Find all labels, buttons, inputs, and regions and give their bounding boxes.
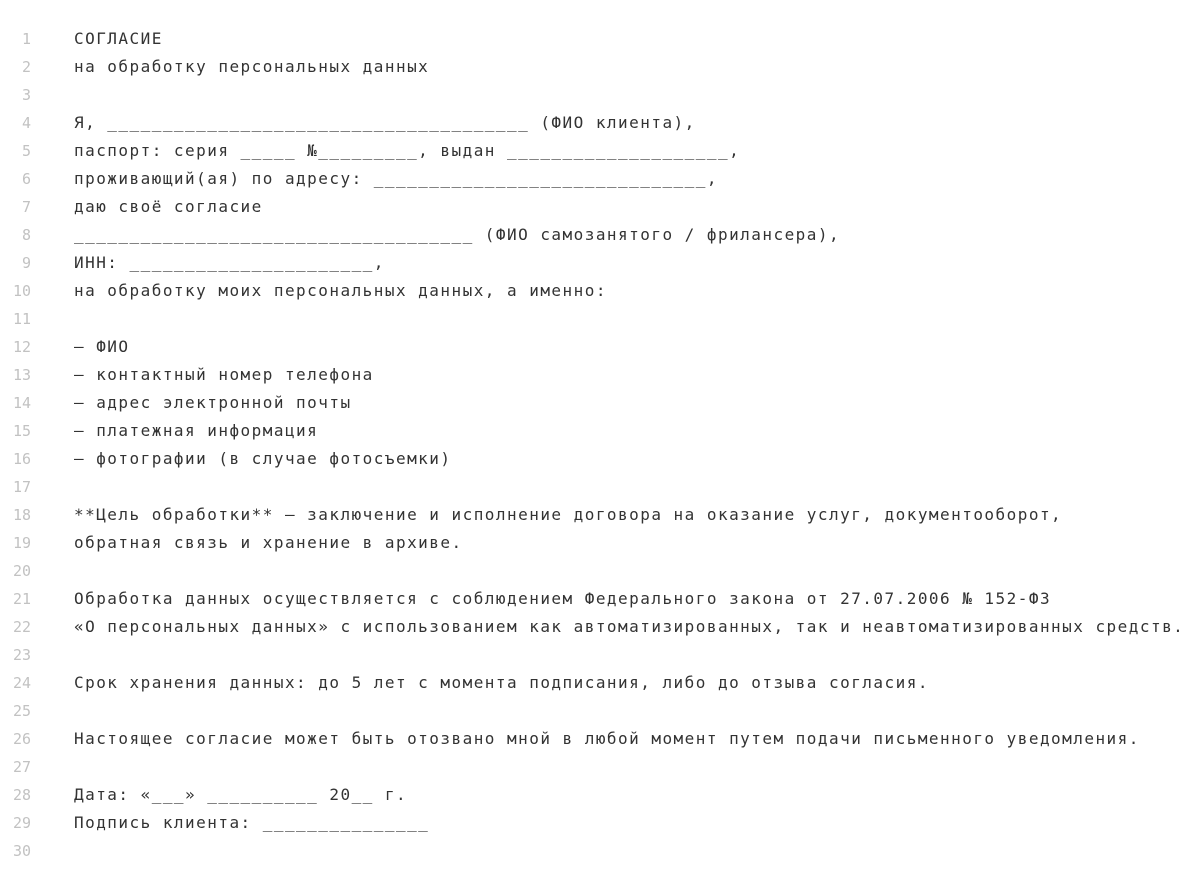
line-number: 24 [12,674,31,692]
editor-line[interactable] [0,193,1200,221]
text-editor[interactable] [0,25,1200,865]
line-text: Обработка данных осуществляется с соблюдением Федерального закона от 27.07.2006 № 152-ФЗ [74,589,1052,608]
line-number: 16 [12,450,31,468]
line-text: Подпись клиента: _______________ [74,813,430,832]
line-number: 28 [12,786,31,804]
editor-line[interactable] [0,585,1200,613]
line-number: 11 [12,310,31,328]
line-number: 14 [12,394,31,412]
line-text: Настоящее согласие может быть отозвано мной в любой момент путем подачи письменного уведомления. [74,729,1140,748]
editor-line[interactable] [0,389,1200,417]
editor-line[interactable] [0,25,1200,53]
line-text: проживающий(ая) по адресу: ______________________________, [74,169,718,188]
line-text: **Цель обработки** — заключение и исполнение договора на оказание услуг, документооборот, [74,505,1063,524]
line-number: 17 [12,478,31,496]
line-text: — адрес электронной почты [74,393,352,412]
editor-line[interactable] [0,837,1200,865]
line-number: 15 [12,422,31,440]
editor-line[interactable] [0,725,1200,753]
line-number: 20 [12,562,31,580]
line-number: 10 [12,282,31,300]
editor-line[interactable] [0,557,1200,585]
editor-line[interactable] [0,669,1200,697]
line-text: на обработку моих персональных данных, а именно: [74,281,607,300]
line-number: 8 [21,226,31,244]
line-number: 13 [12,366,31,384]
line-text: ИНН: ______________________, [74,253,385,272]
line-text: обратная связь и хранение в архиве. [74,533,463,552]
line-text: Дата: «___» __________ 20__ г. [74,785,408,804]
line-number: 12 [12,338,31,356]
editor-line[interactable] [0,137,1200,165]
line-text: паспорт: серия _____ №_________, выдан ____________________, [74,141,741,160]
editor-line[interactable] [0,277,1200,305]
line-number: 19 [12,534,31,552]
line-text: Я, ______________________________________ (ФИО клиента), [74,113,696,132]
editor-line[interactable] [0,445,1200,473]
line-number: 23 [12,646,31,664]
editor-line[interactable] [0,781,1200,809]
line-number: 4 [21,114,31,132]
line-text: Срок хранения данных: до 5 лет с момента подписания, либо до отзыва согласия. [74,673,929,692]
editor-line[interactable] [0,333,1200,361]
line-number: 7 [21,198,31,216]
line-number: 6 [21,170,31,188]
editor-line[interactable] [0,53,1200,81]
line-text: — ФИО [74,337,130,356]
editor-line[interactable] [0,305,1200,333]
line-number: 2 [21,58,31,76]
editor-line[interactable] [0,81,1200,109]
line-text: — платежная информация [74,421,319,440]
line-text: — контактный номер телефона [74,365,374,384]
line-number: 3 [21,86,31,104]
editor-line[interactable] [0,417,1200,445]
editor-line[interactable] [0,473,1200,501]
line-text: ____________________________________ (ФИО самозанятого / фрилансера), [74,225,841,244]
editor-line[interactable] [0,809,1200,837]
line-number: 25 [12,702,31,720]
line-number: 29 [12,814,31,832]
line-number: 26 [12,730,31,748]
line-number: 5 [21,142,31,160]
editor-line[interactable] [0,165,1200,193]
line-number: 9 [21,254,31,272]
editor-line[interactable] [0,641,1200,669]
line-number: 22 [12,618,31,636]
editor-line[interactable] [0,501,1200,529]
editor-line[interactable] [0,613,1200,641]
editor-line[interactable] [0,361,1200,389]
line-number: 27 [12,758,31,776]
line-text: даю своё согласие [74,197,263,216]
editor-line[interactable] [0,109,1200,137]
line-text: «О персональных данных» с использованием как автоматизированных, так и неавтоматизированных средств. [74,617,1185,636]
editor-line[interactable] [0,753,1200,781]
line-text: — фотографии (в случае фотосъемки) [74,449,452,468]
line-text: на обработку персональных данных [74,57,430,76]
editor-line[interactable] [0,697,1200,725]
line-text: СОГЛАСИЕ [74,29,163,48]
line-number: 18 [12,506,31,524]
editor-line[interactable] [0,249,1200,277]
line-number: 21 [12,590,31,608]
line-number: 30 [12,842,31,860]
editor-line[interactable] [0,221,1200,249]
line-number: 1 [21,30,31,48]
editor-line[interactable] [0,529,1200,557]
